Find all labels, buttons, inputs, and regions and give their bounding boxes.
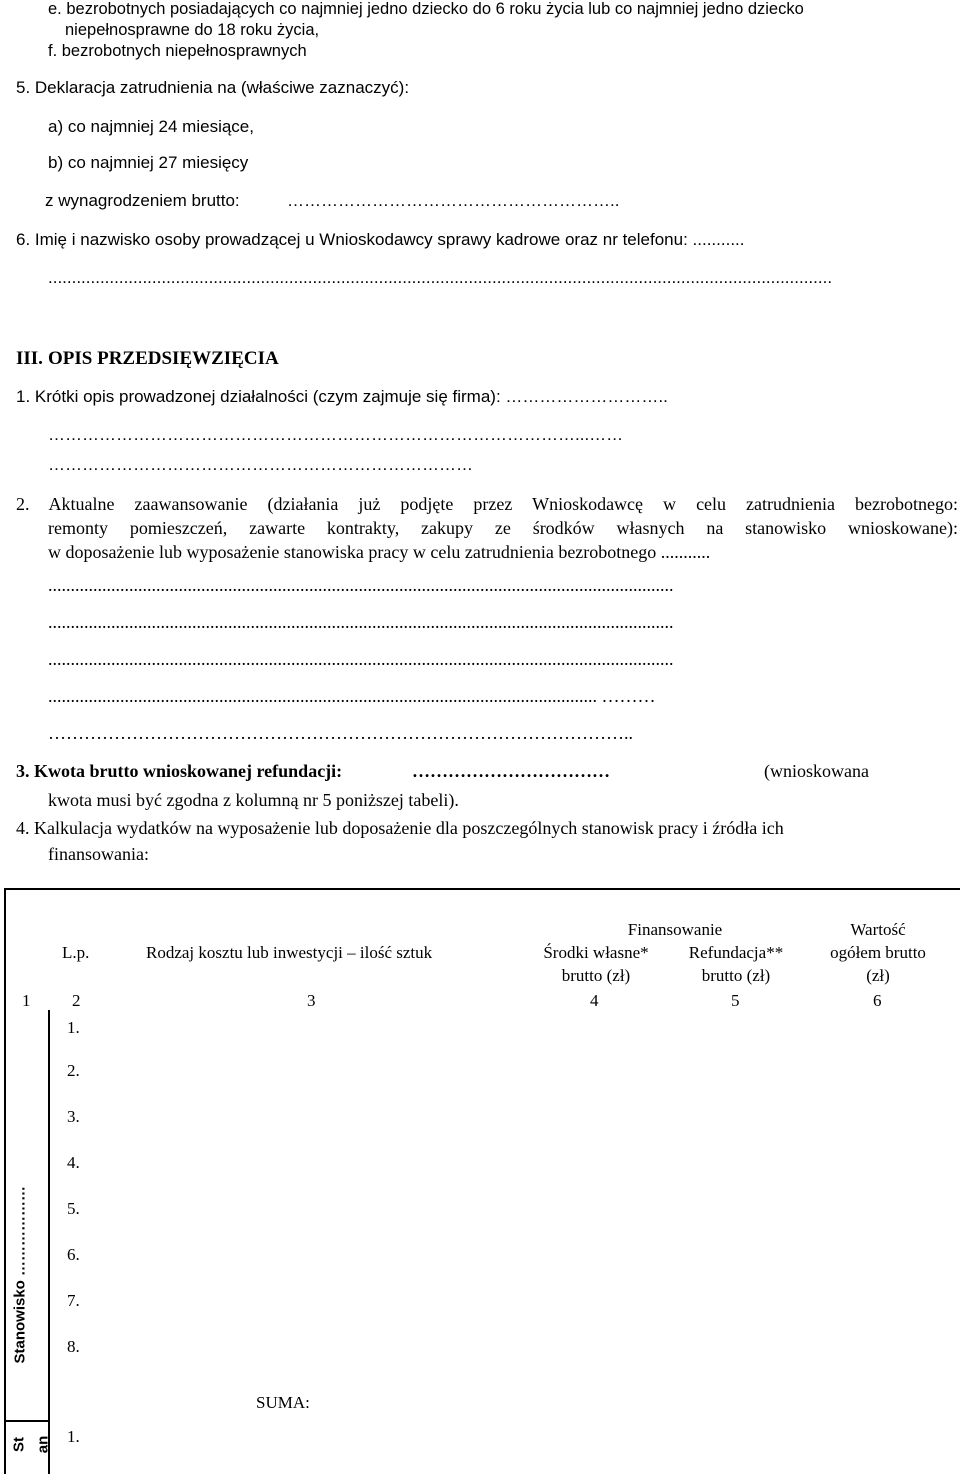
col-financing-header: Finansowanie: [627, 920, 723, 939]
table-row-number: 2.: [67, 1061, 80, 1080]
q2-line3: w doposażenie lub wyposażenie stanowiska pracy w celu zatrudnienia bezrobotnego ...........: [48, 542, 711, 562]
col-total-header-2: ogółem brutto: [830, 943, 926, 962]
table-row-number: 4.: [67, 1153, 80, 1172]
q4-line1: 4. Kalkulacja wydatków na wyposażenie lub doposażenie dla poszczególnych stanowisk pracy i źródła ich: [16, 818, 784, 838]
q1-dots-2: …………………………………………………………………: [48, 455, 473, 474]
q4-line2: finansowania:: [48, 844, 149, 864]
item-e-line2: niepełnosprawne do 18 roku życia,: [65, 21, 320, 39]
item-e-line1: e. bezrobotnych posiadających co najmniej jedno dziecko do 6 roku życia lub co najmniej jedno dziecko: [48, 0, 804, 18]
col-lp-header: L.p.: [62, 943, 90, 962]
sum-label: SUMA:: [256, 1393, 310, 1412]
col-refund-header-2: brutto (zł): [701, 966, 771, 985]
option-b: b) co najmniej 27 miesięcy: [48, 153, 249, 172]
q2-dots-2: ...........................................................................................................................................: [48, 612, 674, 632]
table-row-number: 6.: [67, 1245, 80, 1264]
q2-dots-3: ...........................................................................................................................................: [48, 649, 674, 669]
q2-dots-1: ...........................................................................................................................................: [48, 575, 674, 595]
table-row-number: 1.: [67, 1018, 80, 1037]
item-f: f. bezrobotnych niepełnosprawnych: [48, 42, 307, 60]
col-number-2: 2: [72, 991, 81, 1010]
table-row-number: 7.: [67, 1291, 80, 1310]
section5-heading: 5. Deklaracja zatrudnienia na (właściwe zaznaczyć):: [16, 78, 410, 97]
col-number-4: 4: [590, 991, 599, 1010]
col-total-header-1: Wartość: [850, 920, 906, 939]
section6-dots: ......................................................................................................................................................................: [48, 268, 833, 287]
q3-label: 3. Kwota brutto wnioskowanej refundacji:: [16, 761, 343, 781]
q1-dots-1: …………………………………………………………………………………...……: [48, 425, 624, 444]
col-number-1: 1: [22, 991, 31, 1010]
q3-after: (wnioskowana: [764, 761, 869, 781]
col-own-header-1: Środki własne*: [543, 943, 649, 962]
section3-numeral: III.: [16, 348, 43, 369]
section3-title: OPIS PRZEDSIĘWZIĘCIA: [48, 348, 279, 369]
salary-label: z wynagrodzeniem brutto:: [45, 191, 240, 210]
side-label-next-1: St: [10, 1437, 28, 1452]
q2-line1: 2. Aktualne zaawansowanie (działania już podjęte przez Wnioskodawcę w celu zatrudnienia bezrobotnego:: [16, 494, 958, 514]
q3-line2: kwota musi być zgodna z kolumną nr 5 poniższej tabeli).: [48, 790, 459, 810]
q2-line2: remonty pomieszczeń, zawarte kontrakty, zakupy ze środków własnych na stanowisko wnioskowane):: [48, 518, 958, 538]
q3-dots: ……………………………: [412, 761, 610, 781]
option-a: a) co najmniej 24 miesiące,: [48, 117, 254, 136]
table-row-number: 8.: [67, 1337, 80, 1356]
q1-text: 1. Krótki opis prowadzonej działalności (czym zajmuje się firma): ………………………..: [16, 387, 668, 406]
table-row-number: 1.: [67, 1427, 80, 1446]
side-label-next-2: an: [34, 1435, 52, 1454]
col-total-header-3: (zł): [866, 966, 890, 985]
table-row-number: 5.: [67, 1199, 80, 1218]
table-row-number: 3.: [67, 1107, 80, 1126]
q2-dots-4: .......................................................................................................................... ………: [48, 686, 656, 706]
col-refund-header-1: Refundacja**: [688, 943, 784, 962]
col-number-6: 6: [873, 991, 882, 1010]
q2-dots-5: ……………………………………………………………………………………..: [48, 723, 633, 743]
col-number-5: 5: [731, 991, 740, 1010]
section6-text: 6. Imię i nazwisko osoby prowadzącej u Wnioskodawcy sprawy kadrowe oraz nr telefonu: ...........: [16, 230, 745, 249]
col-kind-header: Rodzaj kosztu lub inwestycji – ilość sztuk: [146, 943, 433, 962]
col-own-header-2: brutto (zł): [561, 966, 631, 985]
salary-dots: …………………………………………………..: [287, 191, 620, 210]
col-number-3: 3: [307, 991, 316, 1010]
side-label-position: Stanowisko ………………: [11, 1185, 29, 1364]
